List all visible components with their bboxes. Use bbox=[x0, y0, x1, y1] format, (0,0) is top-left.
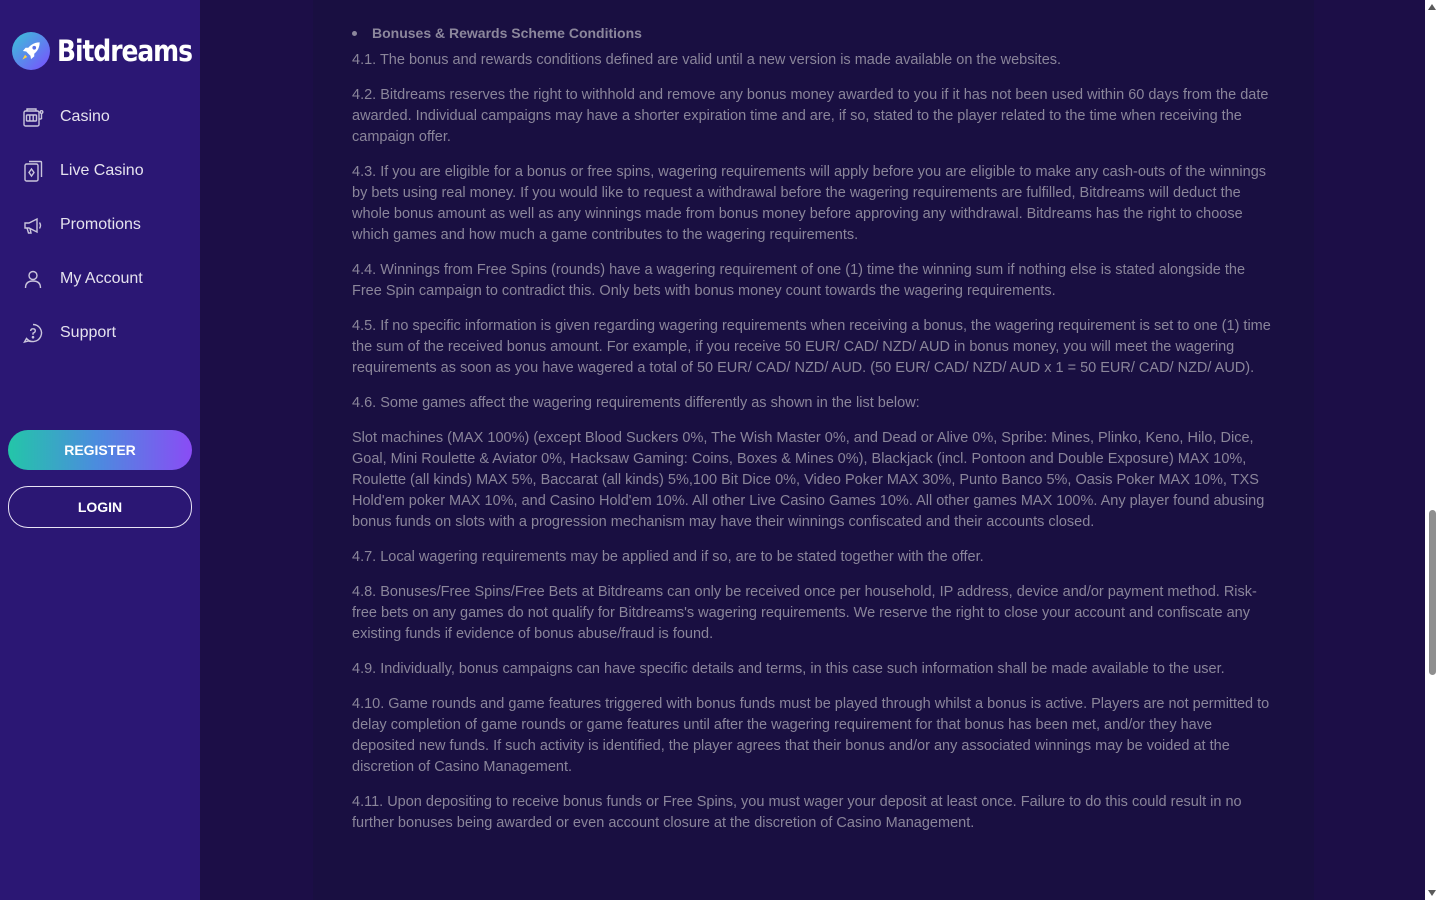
scroll-down-icon[interactable] bbox=[1428, 890, 1436, 896]
sidebar-item-label: Casino bbox=[60, 108, 110, 125]
sidebar-item-label: Support bbox=[60, 324, 117, 341]
terms-paragraph: Slot machines (MAX 100%) (except Blood Suckers 0%, The Wish Master 0%, and Dead or Alive 0%, Spribe: Mines, Plinko, Keno, Hilo, Dice, Goal, Mini Roulette & Aviator 0%, Hacksaw Gaming: Coins, Boxes & Mines 0%), Blackjack (incl. Pontoon and Double Exposure) MAX 10%, Roulette (all kinds) MAX 5%, Baccarat (all kinds) 5%,100 Bit Dice 0%, Video Poker MAX 30%, Punto Banco 5%, Oasis Poker MAX 10%, TXS Hold'em poker MAX 10%, and Casino Hold'em 10%. All other Live Casino Games 10%. All other games MAX 100%. Any player found abusing bonus funds on slots with a progression mechanism may have their winnings confiscated and their accounts closed. bbox=[352, 430, 1265, 530]
sidebar-nav bbox=[0, 90, 200, 360]
brand-logo[interactable] bbox=[12, 32, 214, 70]
section-title-text: Bonuses & Rewards Scheme Conditions bbox=[372, 25, 642, 41]
sidebar-item-label: My Account bbox=[60, 270, 143, 287]
scroll-up-icon[interactable] bbox=[1428, 4, 1436, 10]
terms-paragraph: 4.11. Upon depositing to receive bonus funds or Free Spins, you must wager your deposit at least once. Failure to do this could result in no further bonuses being awarded or even account closure at the discretion of Casino Management. bbox=[352, 794, 1242, 831]
sidebar-item-live-casino[interactable] bbox=[0, 144, 200, 198]
terms-content bbox=[313, 0, 1314, 900]
user-icon bbox=[22, 268, 44, 290]
terms-paragraph: 4.9. Individually, bonus campaigns can have specific details and terms, in this case such information shall be made available to the user. bbox=[352, 661, 1225, 677]
megaphone-icon bbox=[22, 214, 44, 236]
section-title bbox=[352, 22, 1276, 44]
sidebar-item-my-account[interactable] bbox=[0, 252, 200, 306]
slot-machine-icon bbox=[22, 106, 44, 128]
rocket-icon bbox=[12, 32, 50, 70]
sidebar-item-support[interactable] bbox=[0, 306, 200, 360]
terms-paragraph: 4.7. Local wagering requirements may be applied and if so, are to be stated together with the offer. bbox=[352, 549, 984, 565]
playing-cards-icon bbox=[22, 160, 44, 182]
terms-paragraph: 4.5. If no specific information is given regarding wagering requirements when receiving a bonus, the wagering requirement is set to one (1) time the sum of the received bonus amount. For example, if you receive 50 EUR/ CAD/ NZD/ AUD in bonus money, you will meet the wagering requirements as soon as you have wagered a total of 50 EUR/ CAD/ NZD/ AUD. (50 EUR/ CAD/ NZD/ AUD x 1 = 50 EUR/ CAD/ NZD/ AUD). bbox=[352, 318, 1271, 376]
terms-paragraph: 4.6. Some games affect the wagering requirements differently as shown in the list below: bbox=[352, 395, 920, 411]
terms-paragraph: 4.8. Bonuses/Free Spins/Free Bets at Bitdreams can only be received once per household, IP address, device and/or payment method. Risk-free bets on any games do not qualify for Bitdreams's wagering requirements. We reserve the right to close your account and confiscate any existing funds if evidence of bonus abuse/fraud is found. bbox=[352, 584, 1257, 642]
terms-paragraph: 4.4. Winnings from Free Spins (rounds) have a wagering requirement of one (1) time the winning sum if nothing else is stated alongside the Free Spin campaign to contradict this. Only bets with bonus money count towards the wagering requirements. bbox=[352, 262, 1246, 299]
brand-name: Bitdreams bbox=[57, 34, 192, 68]
sidebar-item-label: Promotions bbox=[60, 216, 141, 233]
help-circle-icon bbox=[22, 322, 44, 344]
terms-paragraph: 4.10. Game rounds and game features triggered with bonus funds must be played through whilst a bonus is active. Players are not permitted to delay completion of game rounds or game features until after the wagering requirement for that bonus has been met, and/or they have deposited new funds. If such activity is identified, the player agrees that their bonus and/or any associated winnings may be voided at the discretion of Casino Management. bbox=[352, 696, 1270, 775]
sidebar-item-promotions[interactable] bbox=[0, 198, 200, 252]
terms-paragraph: 4.1. The bonus and rewards conditions defined are valid until a new version is made available on the websites. bbox=[352, 52, 1062, 68]
terms-paragraph: 4.2. Bitdreams reserves the right to withhold and remove any bonus money awarded to you if it has not been used within 60 days from the date awarded. Individual campaigns may have a shorter expiration time and are, if so, stated to the player related to the time when receiving the campaign offer. bbox=[352, 87, 1269, 145]
scrollbar-thumb[interactable] bbox=[1429, 510, 1436, 675]
register-button[interactable]: REGISTER bbox=[8, 430, 192, 470]
sidebar bbox=[0, 0, 200, 900]
terms-paragraph: 4.3. If you are eligible for a bonus or free spins, wagering requirements will apply before you are eligible to make any cash-outs of the winnings by bets using real money. If you would like to request a withdrawal before the wagering requirements are fulfilled, Bitdreams will deduct the whole bonus amount as well as any winnings made from bonus money before approving any withdrawal. Bitdreams has the right to choose which games and how much a game contributes to the wagering requirements. bbox=[352, 164, 1267, 243]
login-button[interactable]: LOGIN bbox=[8, 486, 192, 528]
sidebar-item-label: Live Casino bbox=[60, 162, 144, 179]
bullet-icon bbox=[352, 31, 357, 36]
page-scrollbar[interactable] bbox=[1425, 0, 1440, 900]
sidebar-item-casino[interactable] bbox=[0, 90, 200, 144]
